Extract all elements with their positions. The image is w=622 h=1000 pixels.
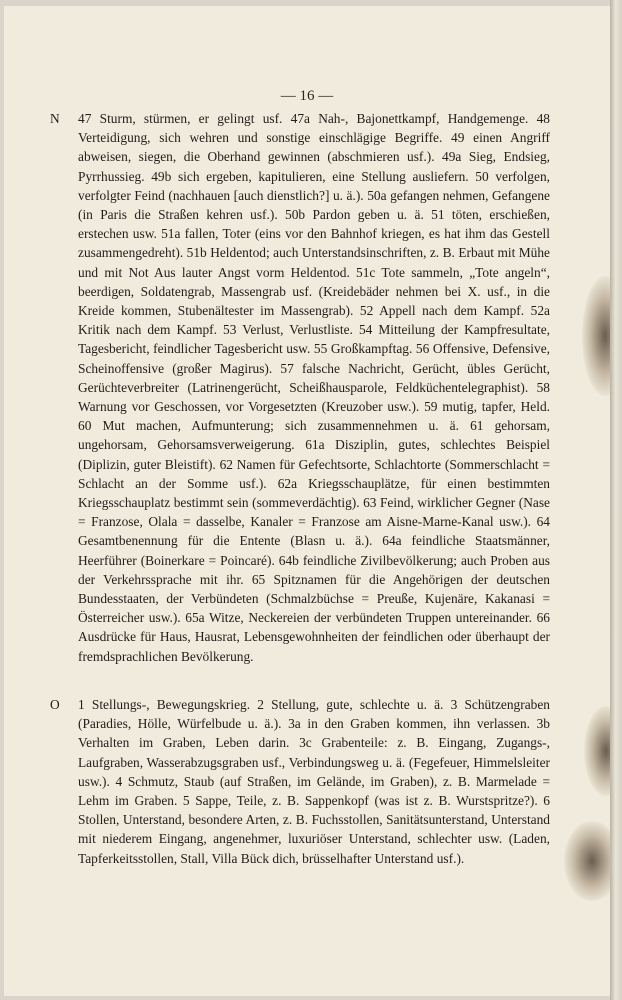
entry-section-o [50,695,550,868]
entry-letter: O [50,697,60,712]
book-page [4,6,610,996]
page-number: — 16 — [280,88,334,104]
entry-letter: N [50,111,60,126]
entry-section-n [50,109,550,666]
entry-text: 47 Sturm, stürmen, er gelingt usf. 47a Nah-, Bajonettkampf, Handgemenge. 48 Verteidigung, sich wehren und sonstige einschlägige Begriffe. 49 einen Angriff abweisen, siegen, die Oberhand gewinnen (abschmieren usf.). 49a Sieg, Endsieg, Pyrrhussieg. 49b sich ergeben, kapitulieren, eine Stellung ausliefern. 50 verfolgen, verfolgter Feind (nachhauen [auch dienstlich?] u. ä.). 50a gefangen nehmen, Gefangene (in Paris die Straßen kehren usf.). 50b Pardon geben u. ä. 51 töten, erschießen, erstechen usw. 51a fallen, Toter (eins vor den Bahnhof kriegen, es hat ihm das Gestell zusammengedreht). 51b Heldentod; auch Unterstandsinschriften, z. B. Erbaut mit Mühe und mit Not Aus lauter Angst vorm Heldentod. 51c Tote sammeln, „Tote angeln“, beerdigen, Soldatengrab, Massengrab usf. (Kreidebäder nehmen bei X. usf., in die Kreide kommen, Stubenältester im Massengrab). 52 Appell nach dem Kampf. 52a Kritik nach dem Kampf. 53 Verlust, Verlustliste. 54 Mitteilung der Kampfresultate, Tagesbericht, feindlicher Tagesbericht usw. 55 Großkampftag. 56 Offensive, Defensive, Scheinoffensive (großer Magirus). 57 falsche Nachricht, Gerücht, übles Gerücht, Gerüchteverbreiter (Latrinengerücht, Scheißhausparole, Feldküchentelegraphist). 58 Warnung vor Geschossen, vor Vorgesetzten (Kreuzober usw.). 59 mutig, tapfer, Held. 60 Mut machen, Aufmunterung; sich zusammennehmen u. ä. 61 gehorsam, ungehorsam, Gehorsamsverweigerung. 61a Disziplin, gutes, schlechtes Beispiel (Diplizin, guter Bleistift). 62 Namen für Gefechtsorte, Schlachtorte (Sommerschlacht = Schlacht an der Somme usf.). 62a Kriegsschauplätze, für einen bestimmten Kriegsschauplatz bestimmt sein (sommeverdächtig). 63 Feind, wirklicher Gegner (Nase = Franzose, Olala = dasselbe, Kanaler = Franzose am Aisne-Marne-Kanal usw.). 64 Gesamtbenennung für die Entente (Blasn u. ä.). 64a feindliche Staatsmänner, Heerführer (Boinerkare = Poincaré). 64b feindliche Zivilbevölkerung; auch Proben aus der Verkehrssprache mit ihr. 65 Spitznamen für die Angehörigen der deutschen Bundesstaaten, der Verbündeten (Schmalzbüchse = Preuße, Kujenäre, Kakanasi = Österreicher usw.). 65a Witze, Neckereien der verbündeten Truppen untereinander. 66 Ausdrücke für Haus, Hausrat, Lebensgewohnheiten der feindlichen oder überhaupt der fremdsprachlichen Bevölkerung. [78,111,550,664]
page-edge [610,0,622,1000]
entry-text: 1 Stellungs-, Bewegungskrieg. 2 Stellung, gute, schlechte u. ä. 3 Schützengraben (Paradies, Hölle, Würfelbude u. ä.). 3a in den Graben kommen, ihn verlassen. 3b Verhalten im Graben, Leben darin. 3c Grabenteile: z. B. Eingang, Zugangs-, Laufgraben, Wasserabzugsgraben usf., Verbindungsweg u. ä. (Fegefeuer, Himmelsleiter usw.). 4 Schmutz, Staub (auf Straßen, im Gelände, im Graben), z. B. Marmelade = Lehm im Graben. 5 Sappe, Teile, z. B. Sappenkopf (was ist z. B. Wurstspritze?). 6 Stollen, Unterstand, besondere Arten, z. B. Fuchsstollen, Sanitätsunterstand, Unterstand mit niederem Eingang, angenehmer, luxuriöser Unterstand, schlechter usw. (Laden, Tapferkeitsstollen, Stall, Villa Bück dich, brüsselhafter Unterstand usf.). [78,697,550,866]
